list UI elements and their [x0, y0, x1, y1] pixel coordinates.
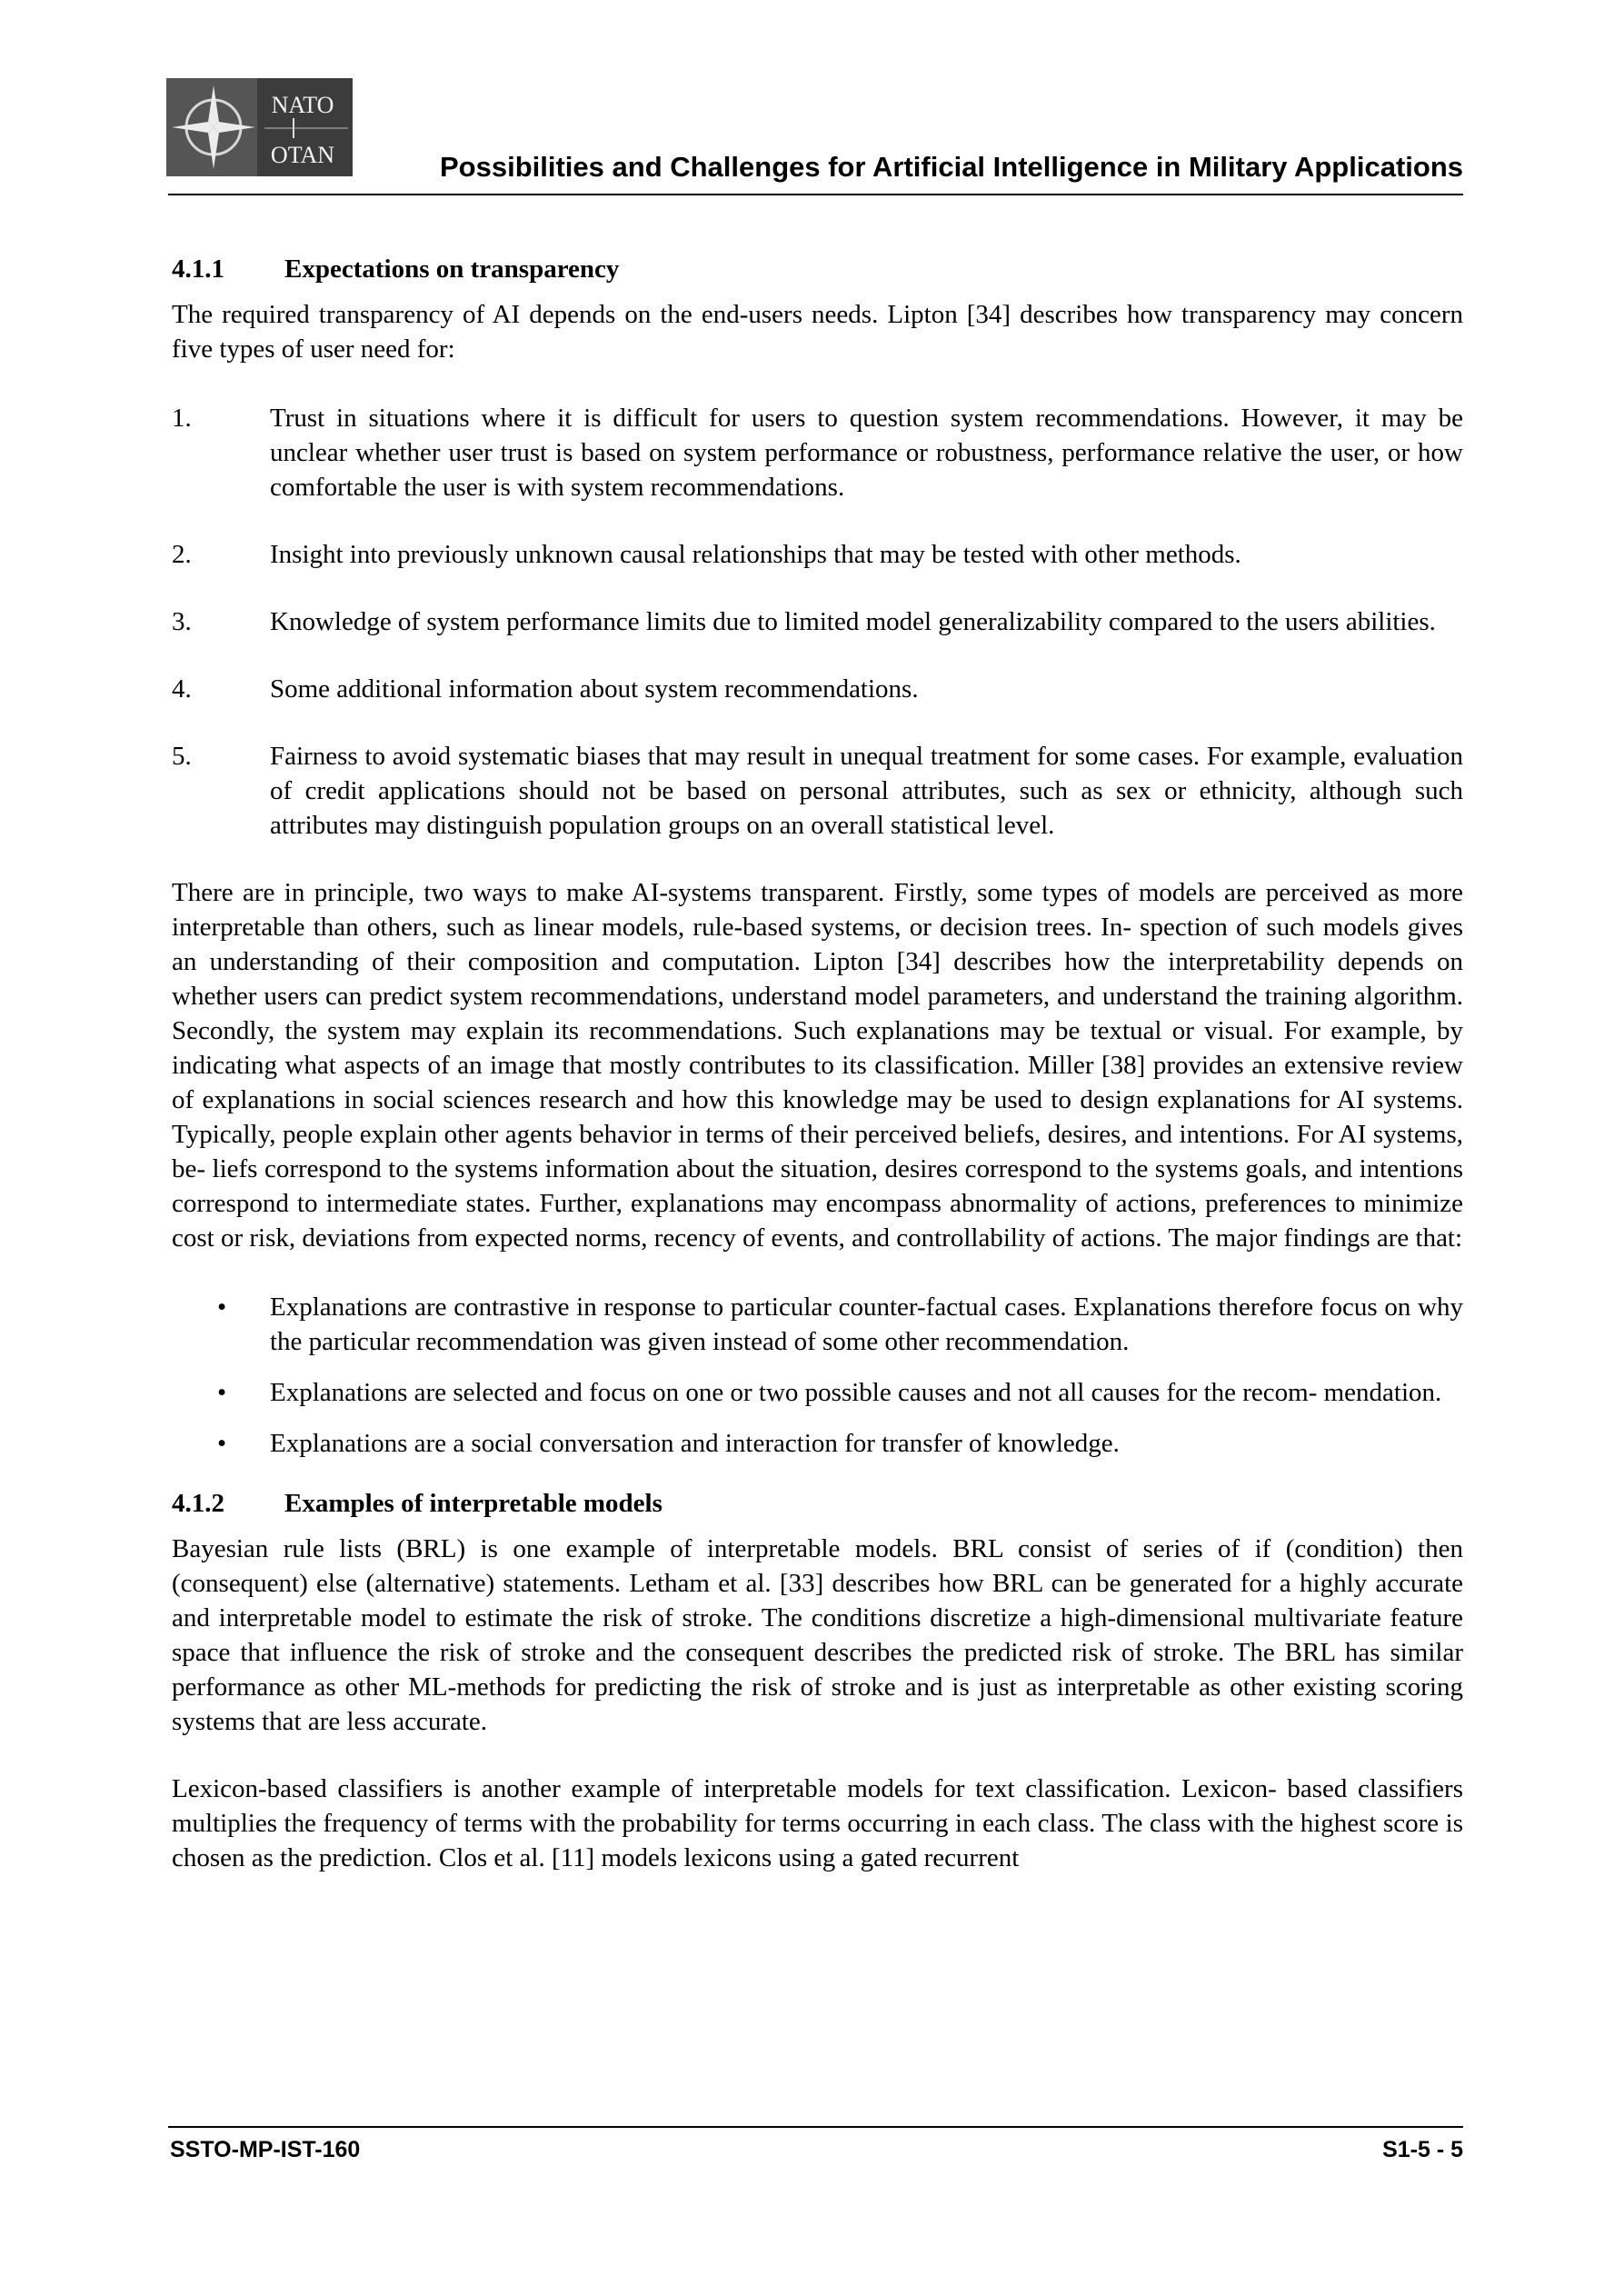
page-number: S1-5 - 5 [1382, 2137, 1463, 2162]
footer-rule [168, 2126, 1463, 2128]
logo-text-bottom: OTAN [270, 142, 335, 168]
body-paragraph: Bayesian rule lists (BRL) is one example of interpretable models. BRL consist of series of if (condition) then (consequent) else (alternative) statements. Letham et al. [33] describes how BRL can be generated for a highly accurate and interpretable model to estimate the risk of stroke. The conditions discretize a high-dimensional multivariate feature space that influence the risk of stroke and the consequent describes the predicted risk of stroke. The BRL has similar performance as other ML-methods for predicting the risk of stroke and is just as interpretable as other existing scoring systems that are less accurate. [172, 1534, 1463, 1736]
list-item-text: Fairness to avoid systematic biases that may result in unequal treatment for some cases. For example, evaluation of credit applications should not be based on personal attributes, such as sex or ethnicity, although such attributes may distinguish population groups on an overall statistical level. [270, 742, 1463, 840]
nato-compass-star-icon [166, 78, 353, 176]
bullet-text: Explanations are contrastive in response to particular counter-factual cases. Explanations therefore focus on why the particular recommendation was given instead of some other recommendation. [270, 1293, 1463, 1356]
list-number: 5. [172, 742, 192, 771]
section-heading-4-1-1 [172, 252, 1463, 286]
numbered-list [172, 401, 1463, 843]
list-item-text: Some additional information about system recommendations. [270, 674, 919, 704]
list-number: 2. [172, 540, 192, 569]
list-item-text: Trust in situations where it is difficult for users to question system recommendations. However, it may be unclear whether user trust is based on system performance or robustness, performance relative the user, or how comfortable the user is with system recommendations. [270, 404, 1463, 502]
list-item-text: Insight into previously unknown causal relationships that may be tested with other methods. [270, 540, 1241, 569]
section-number: 4.1.2 [172, 1489, 224, 1518]
body-paragraph: There are in principle, two ways to make AI-systems transparent. Firstly, some types of models are perceived as more interpretable than others, such as linear models, rule-based systems, or decision trees. In- spection of such models gives an understanding of their composition and computation. Lipton [34] describes how the interpretability depends on whether users can predict system recommendations, understand model parameters, and understand the training algorithm. Secondly, the system may explain its recommendations. Such explanations may be textual or visual. For example, by indicating what aspects of an image that mostly contributes to its classification. Miller [38] provides an extensive review of explanations in social sciences research and how this knowledge may be used to design explanations for AI systems. Typically, people explain other agents behavior in terms of their perceived beliefs, desires, and intentions. For AI systems, be- liefs correspond to the systems information about the situation, desires correspond to the systems goals, and intentions correspond to intermediate states. Further, explanations may encompass abnormality of actions, preferences to minimize cost or risk, deviations from expected norms, recency of events, and controllability of actions. The major findings are that: [172, 878, 1463, 1253]
section-title: Examples of interpretable models [284, 1489, 663, 1518]
section-title: Expectations on transparency [284, 255, 620, 284]
bullet-text: Explanations are a social conversation and interaction for transfer of knowledge. [270, 1429, 1120, 1458]
bullet-mark: • [217, 1293, 227, 1322]
bullet-item [172, 1290, 1463, 1359]
list-item [172, 401, 1463, 504]
section-heading-4-1-2 [172, 1486, 1463, 1521]
intro-paragraph: The required transparency of AI depends on the end-users needs. Lipton [34] describes how transparency may concern five types of user need for: [172, 300, 1463, 364]
list-number: 3. [172, 607, 192, 636]
bullet-item [172, 1375, 1463, 1410]
list-item [172, 604, 1463, 639]
body-paragraph: Lexicon-based classifiers is another example of interpretable models for text classification. Lexicon- based classifiers multiplies the frequency of terms with the probability for terms occurring in each class. The class with the highest score is chosen as the prediction. Clos et al. [11] models lexicons using a gated recurrent [172, 1774, 1463, 1872]
document-code: SSTO-MP-IST-160 [170, 2137, 361, 2162]
bullet-mark: • [217, 1378, 227, 1407]
header-rule [168, 194, 1463, 195]
list-number: 4. [172, 674, 192, 704]
section-number: 4.1.1 [172, 255, 224, 284]
bullet-item [172, 1426, 1463, 1461]
main-text [172, 252, 1463, 1875]
running-header-title: Possibilities and Challenges for Artificial Intelligence in Military Applications [440, 151, 1463, 183]
bullet-list [172, 1290, 1463, 1461]
list-number: 1. [172, 404, 192, 433]
nato-otan-logo [166, 78, 353, 176]
list-item-text: Knowledge of system performance limits due to limited model generalizability compared to the users abilities. [270, 607, 1436, 636]
bullet-mark: • [217, 1429, 227, 1458]
logo-text-top: NATO [271, 92, 334, 118]
list-item [172, 739, 1463, 843]
list-item [172, 672, 1463, 706]
list-item [172, 537, 1463, 572]
bullet-text: Explanations are selected and focus on one or two possible causes and not all causes for the recom- mendation. [270, 1378, 1442, 1407]
